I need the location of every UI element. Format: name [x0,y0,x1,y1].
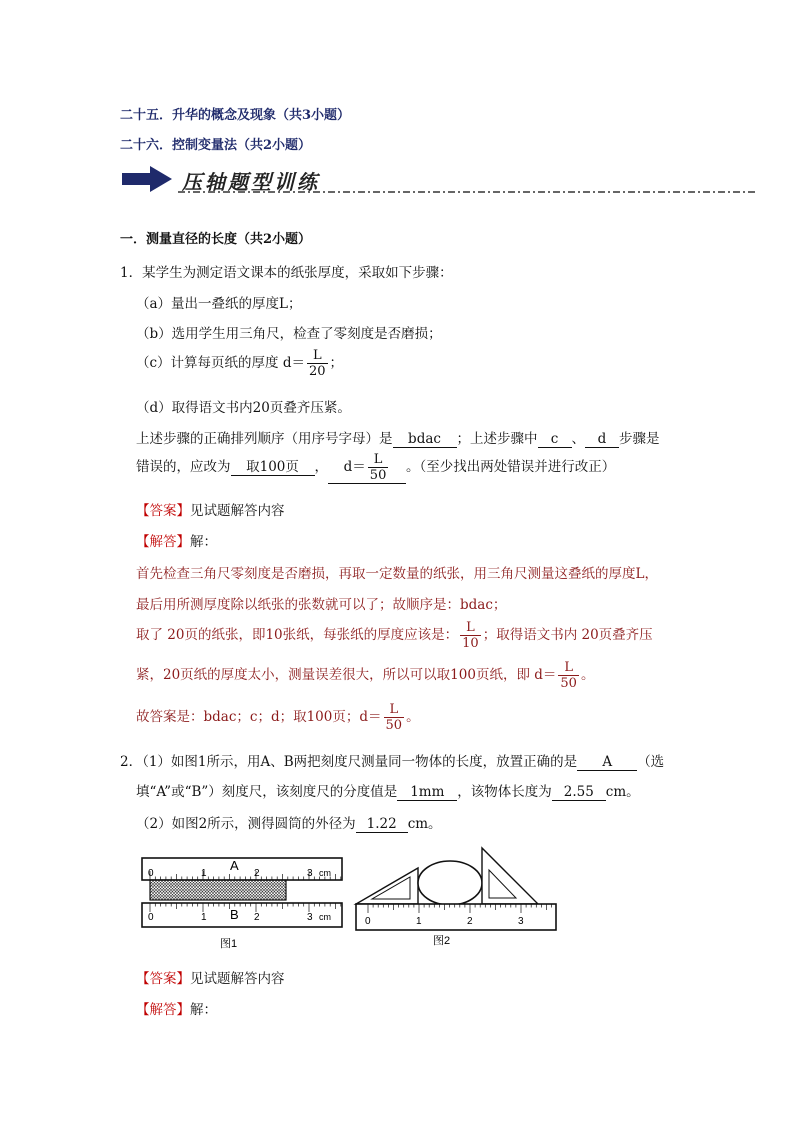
q1-answer [136,499,285,519]
fraction-num: L [460,620,481,636]
q1-step-b: （b）选用学生用三角尺，检查了零刻度是否磨损； [136,326,442,342]
q2-answer [136,967,285,987]
fraction-den: 50 [560,676,577,691]
solution-tag: 【解答】 [136,534,190,550]
fraction [384,702,405,733]
cylinder [418,861,482,905]
fraction-den: 10 [462,636,479,651]
q1-line1-a: 上述步骤的正确排列顺序（用序号字母）是 [136,431,393,447]
arrow-icon [122,166,172,192]
answer-text: 见试题解答内容 [190,971,285,987]
q1-step-c-suffix: ； [329,355,344,371]
figure-1-caption: 图1 [220,938,238,950]
sol4-a: 紧，20页纸的厚度太小，测量误差很大，所以可以取100页纸，即 d＝ [136,667,557,683]
fraction [460,620,481,651]
fraction-num: L [368,452,389,468]
answer-blank-c[interactable]: c [538,431,572,448]
q2-line1-a: 2．（1）如图1所示，用A、B两把刻度尺测量同一物体的长度，放置正确的是 [120,754,578,770]
ruler-a-label: A [230,858,239,873]
answer-tag: 【答案】 [136,971,190,987]
answer-blank-diameter[interactable]: 1.22 [356,816,408,833]
tick-label: 1 [201,912,207,923]
answer-tag: 【答案】 [136,503,190,519]
sol5-a: 故答案是：bdac；c；d；取100页；d＝ [136,709,382,725]
q1-line1-b: ；上述步骤中 [456,431,538,447]
q1-line2 [136,452,615,484]
set-square-right [482,848,538,904]
q2-solution-head [136,998,217,1018]
answer-blank-fix2[interactable] [328,452,406,484]
tick-label: 0 [365,916,371,927]
tick-label: 1 [201,868,207,879]
fraction [307,348,328,379]
q1-solution-head [136,530,217,550]
fix2-prefix: d＝ [343,459,366,475]
sol3-b: ；取得语文书内 20页叠齐压 [482,627,653,643]
fraction-num: L [384,702,405,718]
section-heading: 一．测量直径的长度（共2小题） [120,232,312,247]
figure-2 [352,844,562,954]
answer-blank-order[interactable]: bdac [393,431,457,448]
q2-line3-b: cm。 [407,816,442,832]
banner-title: 压轴题型训练 [182,170,320,194]
tick-label: 2 [467,916,473,927]
q1-line1-c: 步骤是 [619,431,660,447]
answer-blank-d[interactable]: d [585,431,619,448]
answer-text: 见试题解答内容 [190,503,285,519]
unit-label: cm [319,912,331,922]
q1-line2-c: 。（至少找出两处错误并进行改正） [406,459,616,475]
q1-line1 [136,427,660,448]
q2-line1-b: （选 [637,754,665,770]
q1-solution-line1: 首先检查三角尺零刻度是否磨损，再取一定数量的纸张，用三角尺测量这叠纸的厚度L， [136,566,658,582]
q1-step-d: （d）取得语文书内20页叠齐压紧。 [136,400,351,416]
q1-solution-line4 [136,660,594,691]
solution-text: 解： [190,534,217,550]
measured-object [150,880,286,900]
tick-label: 1 [416,916,422,927]
tick-label: 0 [148,912,154,923]
q2-line3 [136,812,442,833]
q1-step-a: （a）量出一叠纸的厚度L； [136,296,302,312]
q2-line2-a: 填“A”或“B”）刻度尺，该刻度尺的分度值是 [136,784,398,800]
fraction [368,452,389,483]
sol5-b: 。 [406,709,420,725]
q1-solution-line2: 最后用所测厚度除以纸张的张数就可以了；故顺序是：bdac； [136,597,507,613]
answer-blank-fix1[interactable]: 取100页 [231,455,315,476]
q1-line2-a: 错误的，应改为 [136,459,231,475]
tick-label: 0 [148,868,154,879]
tick-label: 3 [307,868,313,879]
sol3-a: 取了 20页的纸张，即10张纸，每张纸的厚度应该是： [136,627,459,643]
toc-item-sublimation[interactable]: 二十五．升华的概念及现象（共3小题） [120,108,351,123]
unit-label: cm [319,868,331,878]
q1-line1-sep: 、 [571,431,585,447]
answer-blank-length[interactable]: 2.55 [552,784,606,801]
q2-line2-c: cm。 [605,784,640,800]
answer-blank-unit[interactable]: 1mm [397,784,457,801]
section-banner [120,162,760,196]
toc-item-control-variable[interactable]: 二十六．控制变量法（共2小题） [120,138,312,153]
fraction-den: 50 [369,468,387,483]
tick-label: 3 [307,912,313,923]
q1-step-c-text: （c）计算每页纸的厚度 d＝ [136,355,305,371]
q1-solution-line5 [136,702,420,733]
q1-step-c [136,348,343,379]
fraction-num: L [307,348,328,364]
figure-1 [138,846,348,956]
q2-line2-b: ，该物体长度为 [457,784,552,800]
q2-line3-a: （2）如图2所示，测得圆筒的外径为 [136,816,356,832]
ruler-b-label: B [230,907,239,922]
fraction [558,660,579,691]
sol4-b: 。 [580,667,595,683]
solution-text: 解： [190,1002,217,1018]
solution-tag: 【解答】 [136,1002,190,1018]
tick-label: 3 [518,916,524,927]
q1-solution-line3 [136,620,653,651]
q2-line2 [136,780,640,801]
tick-label: 2 [254,912,260,923]
q1-stem: 1．某学生为测定语文课本的纸张厚度，采取如下步骤： [120,265,453,281]
ruler-2 [356,904,556,930]
q1-line2-b: ， [314,459,328,475]
fraction-den: 50 [385,718,403,733]
q2-line1 [120,750,664,771]
tick-label: 2 [254,868,260,879]
answer-blank-ruler[interactable]: A [577,754,637,771]
fraction-num: L [558,660,579,676]
fraction-den: 20 [309,364,326,379]
figure-2-caption: 图2 [433,935,451,947]
